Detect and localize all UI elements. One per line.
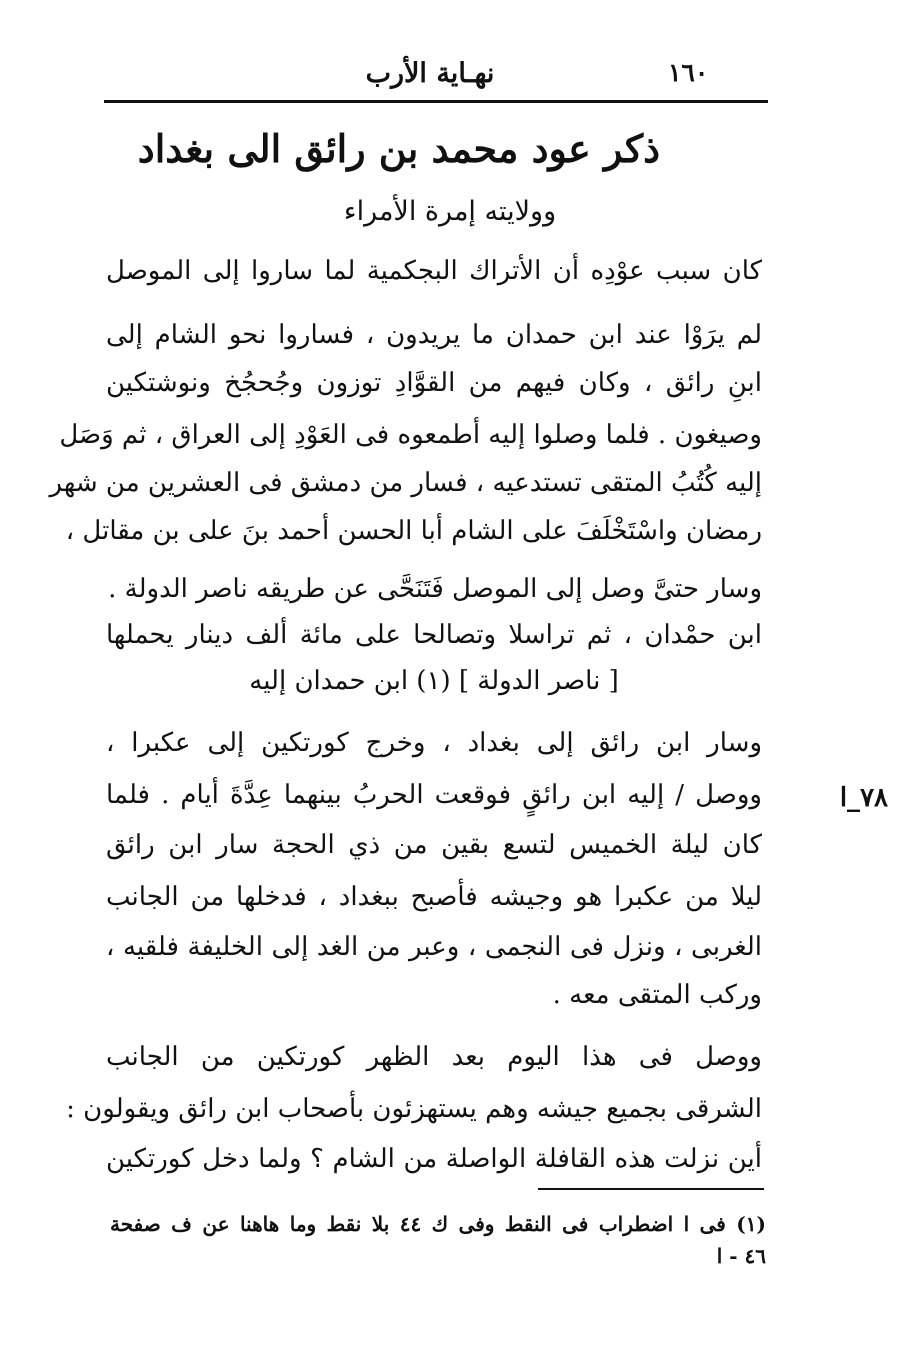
body-line: أين نزلت هذه القافلة الواصلة من الشام ؟ ولما دخل كورتكين (106, 1144, 762, 1174)
body-line: وركب المتقى معه . (552, 980, 762, 1010)
body-line: الغربى ، ونزل فى النجمى ، وعبر من الغد إلى الخليفة فلقيه ، (106, 932, 762, 962)
body-line: الشرقى بجميع جيشه وهم يستهزئون بأصحاب ابن رائق ويقولون : (66, 1094, 762, 1124)
body-line: إليه كُتُبُ المتقى تستدعيه ، فسار من دمشق فى العشرين من شهر (49, 468, 762, 498)
chapter-subtitle: وولايته إمرة الأمراء (343, 196, 557, 227)
body-line: رمضان واسْتَخْلَفَ على الشام أبا الحسن أحمد بنَ على بن مقاتل ، (65, 516, 762, 546)
body-line: ابن حمْدان ، ثم تراسلا وتصالحا على مائة ألف دينار يحملها (106, 620, 762, 650)
body-line: ليلا من عكبرا هو وجيشه فأصبح ببغداد ، فدخلها من الجانب (106, 882, 762, 912)
manuscript-folio-marker: ٧٨_ا (839, 783, 888, 813)
body-line: كان ليلة الخميس لتسع بقين من ذي الحجة سار ابن رائق (106, 830, 762, 860)
running-header-title: نهـاية الأرب (365, 58, 495, 89)
body-line: ووصل / إليه ابن رائقٍ فوقعت الحربُ بينهما عِدَّةَ أيام . فلما (106, 780, 762, 810)
footnote-line: (١) فى ا اضطراب فى النقط وفى ك ٤٤ بلا نقط وما هاهنا عن ف صفحة (110, 1212, 766, 1236)
body-line: ابنِ رائق ، وكان فيهم من القوَّادِ توزون وجُحجُخ ونوشتكين (106, 368, 762, 398)
body-line: وسار حتىَّ وصل إلى الموصل فَتَنَحَّى عن طريقه ناصر الدولة . (108, 574, 762, 604)
chapter-title: ذكر عود محمد بن رائق الى بغداد (137, 126, 660, 171)
page-number: ١٦٠ (668, 58, 709, 87)
footnote-line: ٤٦ - ا (716, 1244, 766, 1268)
body-line: وصيغون . فلما وصلوا إليه أطمعوه فى العَوْدِ إلى العراق ، ثم وَصَل (59, 420, 762, 450)
body-line: ووصل فى هذا اليوم بعد الظهر كورتكين من الجانب (106, 1042, 762, 1072)
body-line: وسار ابن رائق إلى بغداد ، وخرج كورتكين إلى عكبرا ، (106, 728, 762, 758)
footnote-divider (538, 1188, 764, 1190)
header-divider (104, 100, 768, 103)
body-line: لم يرَوْا عند ابن حمدان ما يريدون ، فساروا نحو الشام إلى (106, 320, 762, 350)
body-line: [ ناصر الدولة ] (١) ابن حمدان إليه (249, 666, 619, 696)
body-line: كان سبب عوْدِه أن الأتراك البجكمية لما ساروا إلى الموصل (106, 256, 762, 286)
